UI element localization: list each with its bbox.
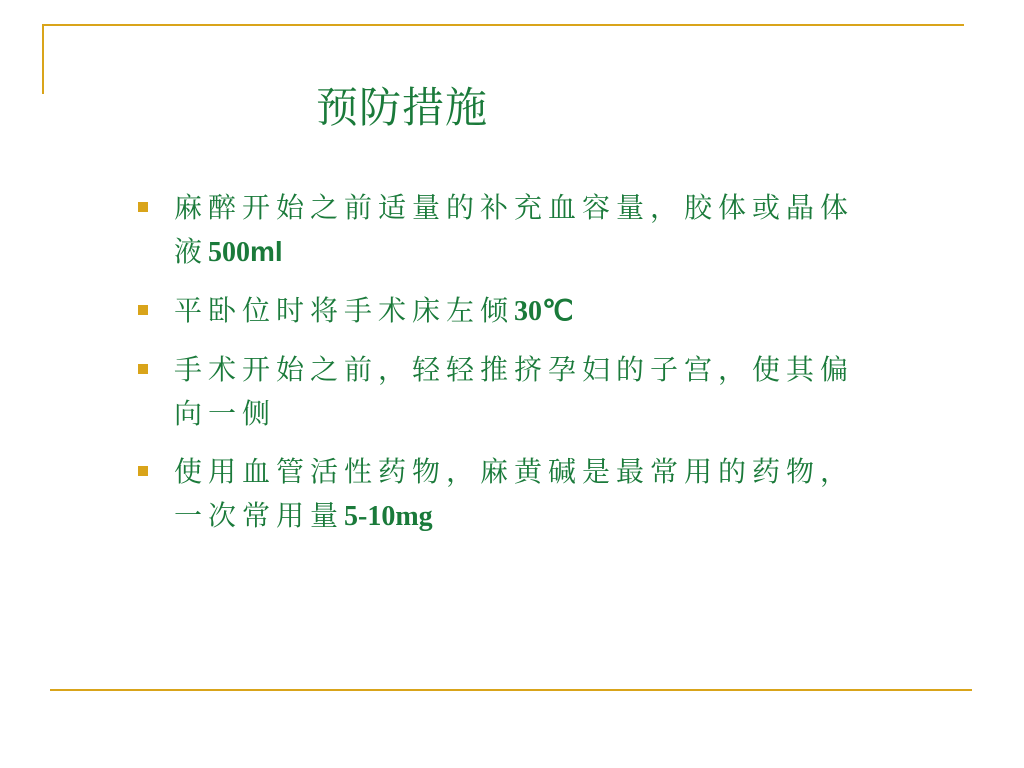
bullet-text: 手术开始之前，轻轻推挤孕妇的子宫，使其偏向一侧 xyxy=(174,353,855,430)
bullet-item xyxy=(138,186,878,275)
square-bullet-icon xyxy=(138,466,148,476)
bullet-value: 5-10mg xyxy=(344,501,433,532)
frame-top-line xyxy=(42,24,964,26)
bullet-text: 使用血管活性药物，麻黄碱是最常用的药物，一次常用量 xyxy=(174,455,855,532)
bullet-text: 平卧位时将手术床左倾 xyxy=(174,294,515,327)
bullet-list xyxy=(138,186,878,553)
bullet-item xyxy=(138,289,878,334)
square-bullet-icon xyxy=(138,202,148,212)
slide-title: 预防措施 xyxy=(316,83,489,132)
bullet-item xyxy=(138,348,878,436)
frame-bottom-line xyxy=(50,689,972,691)
bullet-item xyxy=(138,450,878,539)
bullet-value: 500 xyxy=(208,237,251,268)
frame-left-line xyxy=(42,24,44,94)
bullet-text: 麻醉开始之前适量的补充血容量，胶体或晶体液 xyxy=(174,191,855,268)
bullet-unit: ml xyxy=(250,236,283,267)
bullet-value: 30℃ xyxy=(514,296,574,327)
square-bullet-icon xyxy=(138,364,148,374)
square-bullet-icon xyxy=(138,305,148,315)
